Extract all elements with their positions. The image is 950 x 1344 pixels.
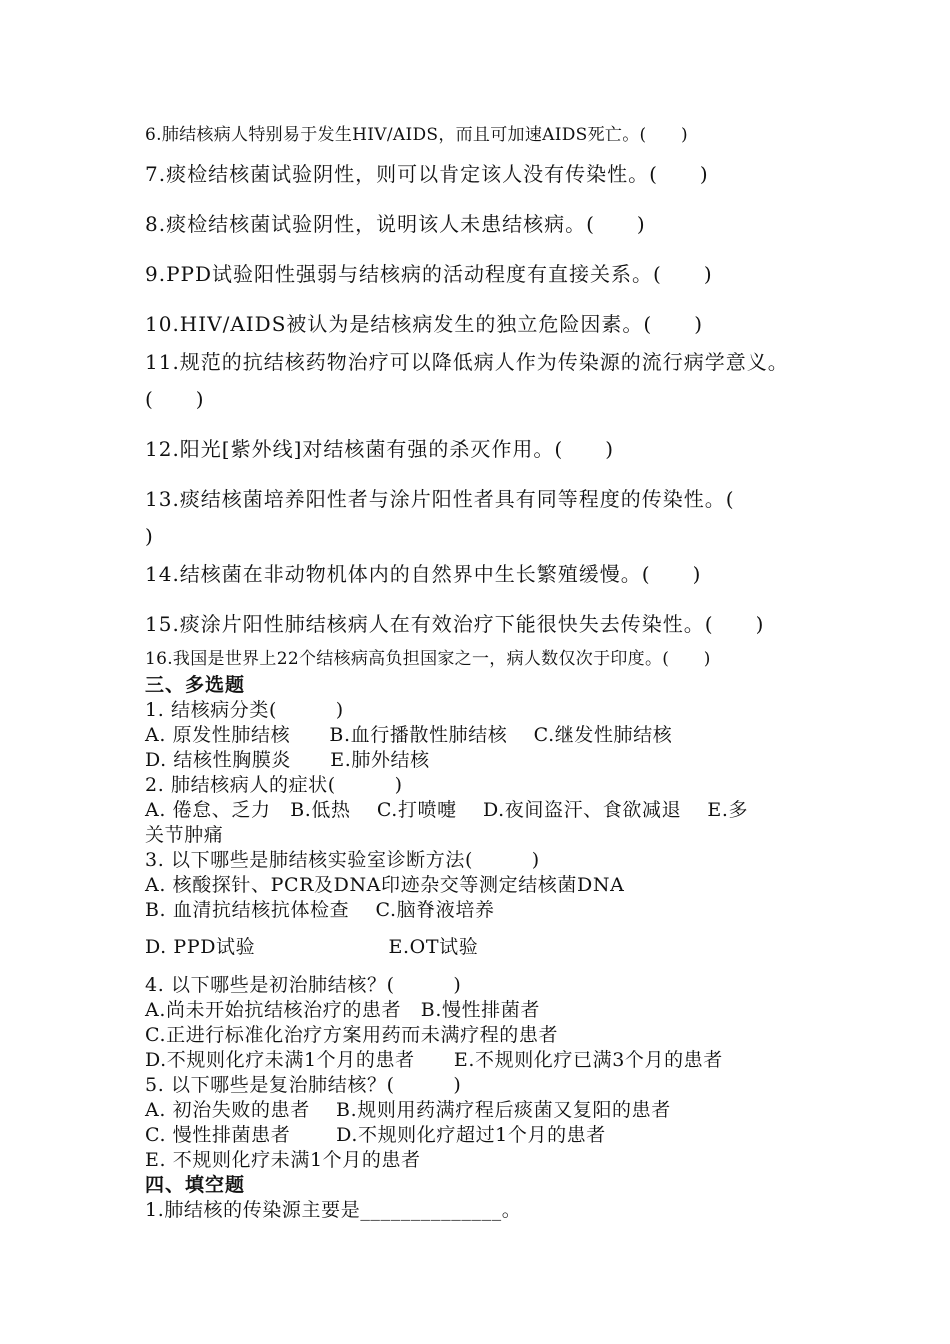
- mc-question-3-options-c: [145, 938, 478, 957]
- mc-question-3-option-e: E.OT试验: [388, 936, 479, 958]
- tf-question-13-bracket: ): [145, 524, 154, 548]
- mc-question-1-options-b: D. 结核性胸膜炎 E.肺外结核: [145, 749, 430, 771]
- mc-question-5-options-c: E. 不规则化疗未满1个月的患者: [145, 1149, 421, 1171]
- mc-question-3-option-d: D. PPD试验: [145, 936, 256, 958]
- mc-question-5: 5. 以下哪些是复治肺结核？( ): [145, 1074, 462, 1096]
- mc-question-4: 4. 以下哪些是初治肺结核？( ): [145, 974, 462, 996]
- mc-question-5-options-a: A. 初治失败的患者 B.规则用药满疗程后痰菌又复阳的患者: [145, 1099, 671, 1121]
- tf-question-6: 6.肺结核病人特别易于发生HIV/AIDS，而且可加速AIDS死亡。( ): [145, 125, 688, 145]
- mc-question-4-options-c: D.不规则化疗未满1个月的患者 E.不规则化疗已满3个月的患者: [145, 1049, 723, 1071]
- section-heading-fill-blank: 四、填空题: [145, 1174, 246, 1196]
- tf-question-9: 9.PPD试验阳性强弱与结核病的活动程度有直接关系。( ): [145, 262, 713, 286]
- tf-question-8: 8.痰检结核菌试验阴性，说明该人未患结核病。( ): [145, 212, 646, 236]
- mc-question-2-options-b: 关节肿痛: [145, 824, 224, 846]
- mc-question-2-options-a: A. 倦怠、乏力 B.低热 C.打喷嚏 D.夜间盗汗、食欲减退 E.多: [145, 799, 749, 821]
- fb-question-1: 1.肺结核的传染源主要是______________。: [145, 1199, 522, 1221]
- mc-question-3-options-b: B. 血清抗结核抗体检查 C.脑脊液培养: [145, 899, 495, 921]
- mc-question-2: 2. 肺结核病人的症状( ): [145, 774, 403, 796]
- tf-question-7: 7.痰检结核菌试验阴性，则可以肯定该人没有传染性。( ): [145, 162, 709, 186]
- mc-question-3: 3. 以下哪些是肺结核实验室诊断方法( ): [145, 849, 540, 871]
- mc-question-5-options-b: C. 慢性排菌患者 D.不规则化疗超过1个月的患者: [145, 1124, 606, 1146]
- tf-question-11-bracket: ( ): [145, 387, 205, 411]
- mc-question-1-options-a: A. 原发性肺结核 B.血行播散性肺结核 C.继发性肺结核: [145, 724, 673, 746]
- tf-question-10: 10.HIV/AIDS被认为是结核病发生的独立危险因素。( ): [145, 312, 704, 336]
- mc-question-3-options-a: A. 核酸探针、PCR及DNA印迹杂交等测定结核菌DNA: [145, 874, 625, 896]
- mc-question-4-options-b: C.正进行标准化治疗方案用药而未满疗程的患者: [145, 1024, 559, 1046]
- mc-question-1: 1. 结核病分类( ): [145, 699, 344, 721]
- tf-question-15: 15.痰涂片阳性肺结核病人在有效治疗下能很快失去传染性。( ): [145, 612, 765, 636]
- section-heading-multi-choice: 三、多选题: [145, 674, 246, 696]
- tf-question-12: 12.阳光[紫外线]对结核菌有强的杀灭作用。( ): [145, 437, 615, 461]
- tf-question-14: 14.结核菌在非动物机体内的自然界中生长繁殖缓慢。( ): [145, 562, 702, 586]
- mc-question-4-options-a: A.尚未开始抗结核治疗的患者 B.慢性排菌者: [145, 999, 540, 1021]
- tf-question-11: 11.规范的抗结核药物治疗可以降低病人作为传染源的流行病学意义。: [145, 350, 789, 374]
- tf-question-16: 16.我国是世界上22个结核病高负担国家之一，病人数仅次于印度。( ): [145, 649, 711, 669]
- tf-question-13: 13.痰结核菌培养阳性者与涂片阳性者具有同等程度的传染性。(: [145, 487, 735, 511]
